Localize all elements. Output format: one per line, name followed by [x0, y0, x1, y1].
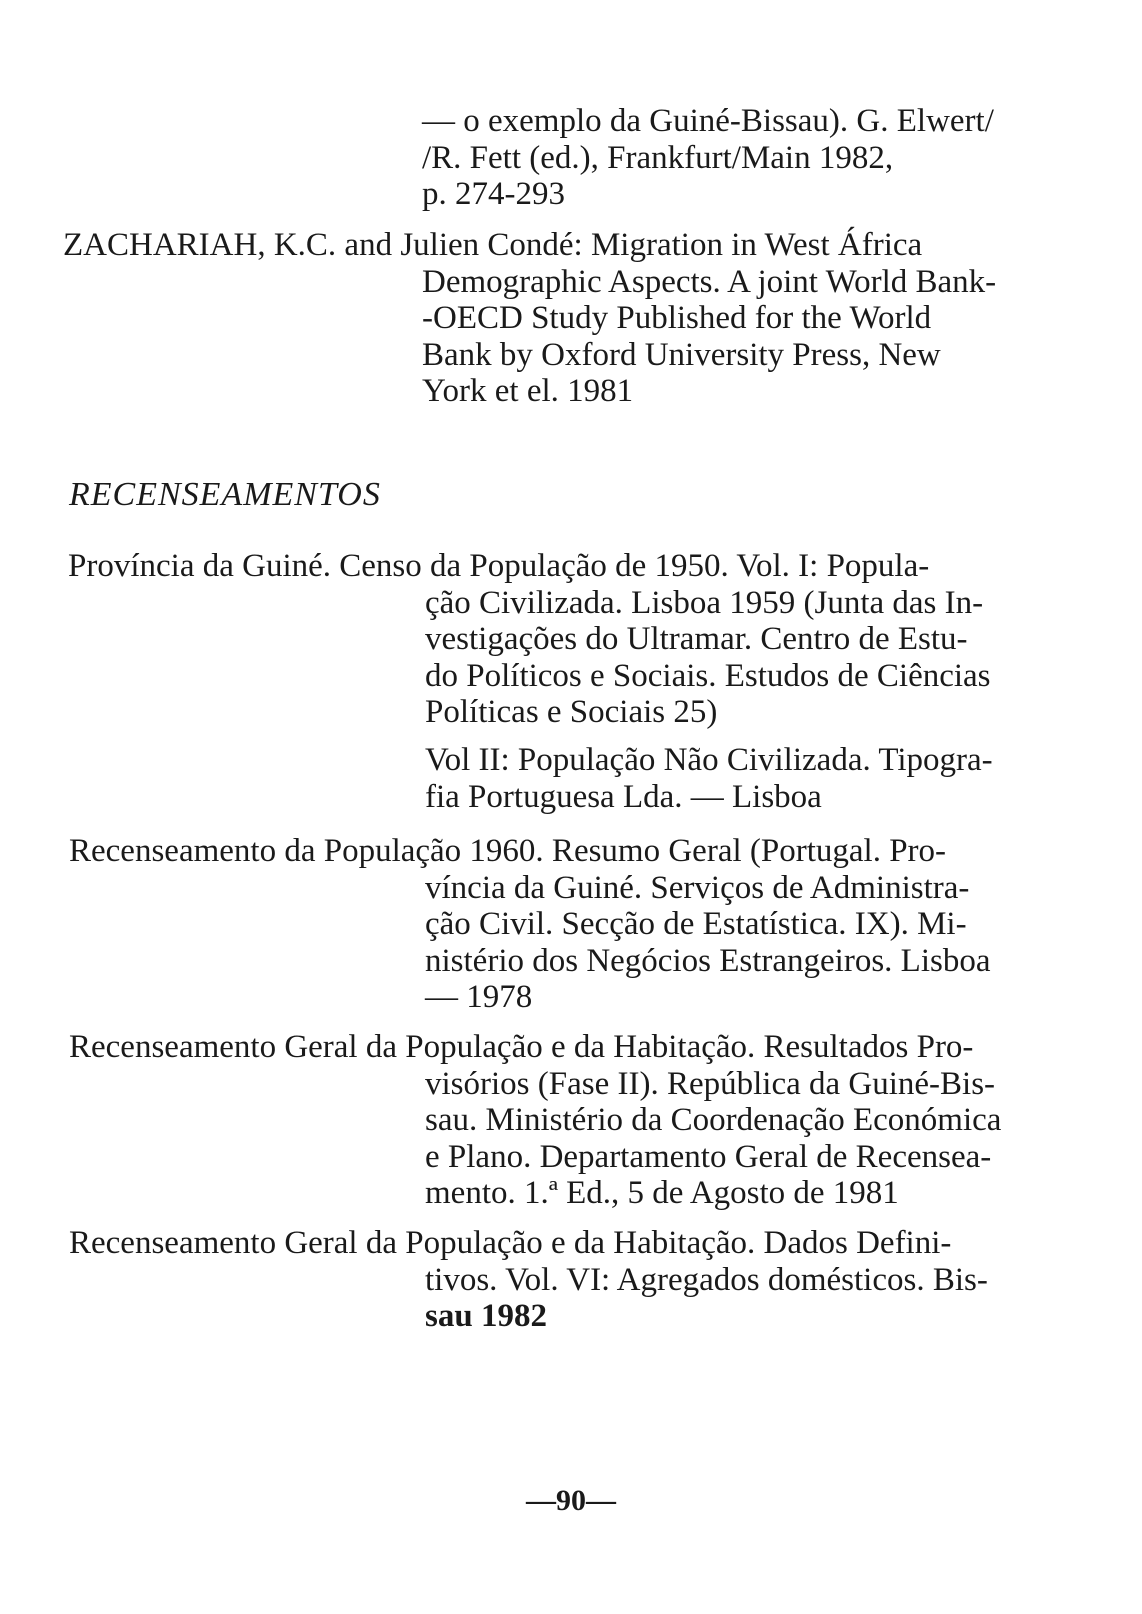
text-line: Recenseamento da População 1960. Resumo Geral (Portugal. Pro- [69, 833, 947, 869]
census-entry [69, 1225, 988, 1335]
text-line: mento. 1.ª Ed., 5 de Agosto de 1981 [425, 1175, 899, 1211]
census-entry [69, 1029, 1002, 1212]
text-line: /R. Fett (ed.), Frankfurt/Main 1982, [422, 139, 894, 176]
reference-entry [63, 227, 997, 410]
text-line: ZACHARIAH, K.C. and Julien Condé: Migration in West África [63, 227, 923, 263]
census-entry [68, 548, 991, 731]
text-line: visórios (Fase II). República da Guiné-Bis- [425, 1065, 996, 1102]
reference-continuation [422, 103, 994, 213]
text-line: vestigações do Ultramar. Centro de Estu- [425, 621, 968, 657]
text-line: Recenseamento Geral da População e da Habitação. Resultados Pro- [69, 1029, 974, 1065]
text-line: Vol II: População Não Civilizada. Tipogra- [425, 742, 993, 778]
text-line: Recenseamento Geral da População e da Habitação. Dados Defini- [69, 1225, 952, 1261]
page-number: —90— [526, 1484, 616, 1517]
text-line: -OECD Study Published for the World [422, 300, 932, 336]
text-line: Bank by Oxford University Press, New [422, 336, 941, 373]
section-heading: RECENSEAMENTOS [69, 476, 381, 513]
text-line: Província da Guiné. Censo da População de 1950. Vol. I: Popula- [68, 548, 930, 584]
text-line: York et el. 1981 [422, 373, 634, 409]
text-line: e Plano. Departamento Geral de Recensea- [425, 1138, 992, 1175]
text-line: ção Civilizada. Lisboa 1959 (Junta das In- [425, 584, 984, 621]
text-line: ção Civil. Secção de Estatística. IX). Mi- [425, 906, 967, 942]
text-line: víncia da Guiné. Serviços de Administra- [425, 869, 970, 906]
text-line: Políticas e Sociais 25) [425, 694, 718, 730]
text-line: — o exemplo da Guiné-Bissau). G. Elwert/ [422, 103, 994, 139]
text-line: fia Portuguesa Lda. — Lisboa [425, 778, 822, 815]
text-line: sau. Ministério da Coordenação Económica [425, 1102, 1002, 1138]
text-line: Demographic Aspects. A joint World Bank- [422, 263, 997, 300]
text-line: tivos. Vol. VI: Agregados domésticos. Bis- [425, 1261, 988, 1298]
text-line: p. 274-293 [422, 176, 565, 212]
text-line: do Políticos e Sociais. Estudos de Ciências [425, 657, 991, 694]
census-entry-volume [425, 742, 993, 815]
text-line: nistério dos Negócios Estrangeiros. Lisboa [425, 942, 991, 979]
text-line: — 1978 [425, 979, 533, 1015]
text-line: sau 1982 [425, 1298, 547, 1334]
census-entry [69, 833, 991, 1016]
